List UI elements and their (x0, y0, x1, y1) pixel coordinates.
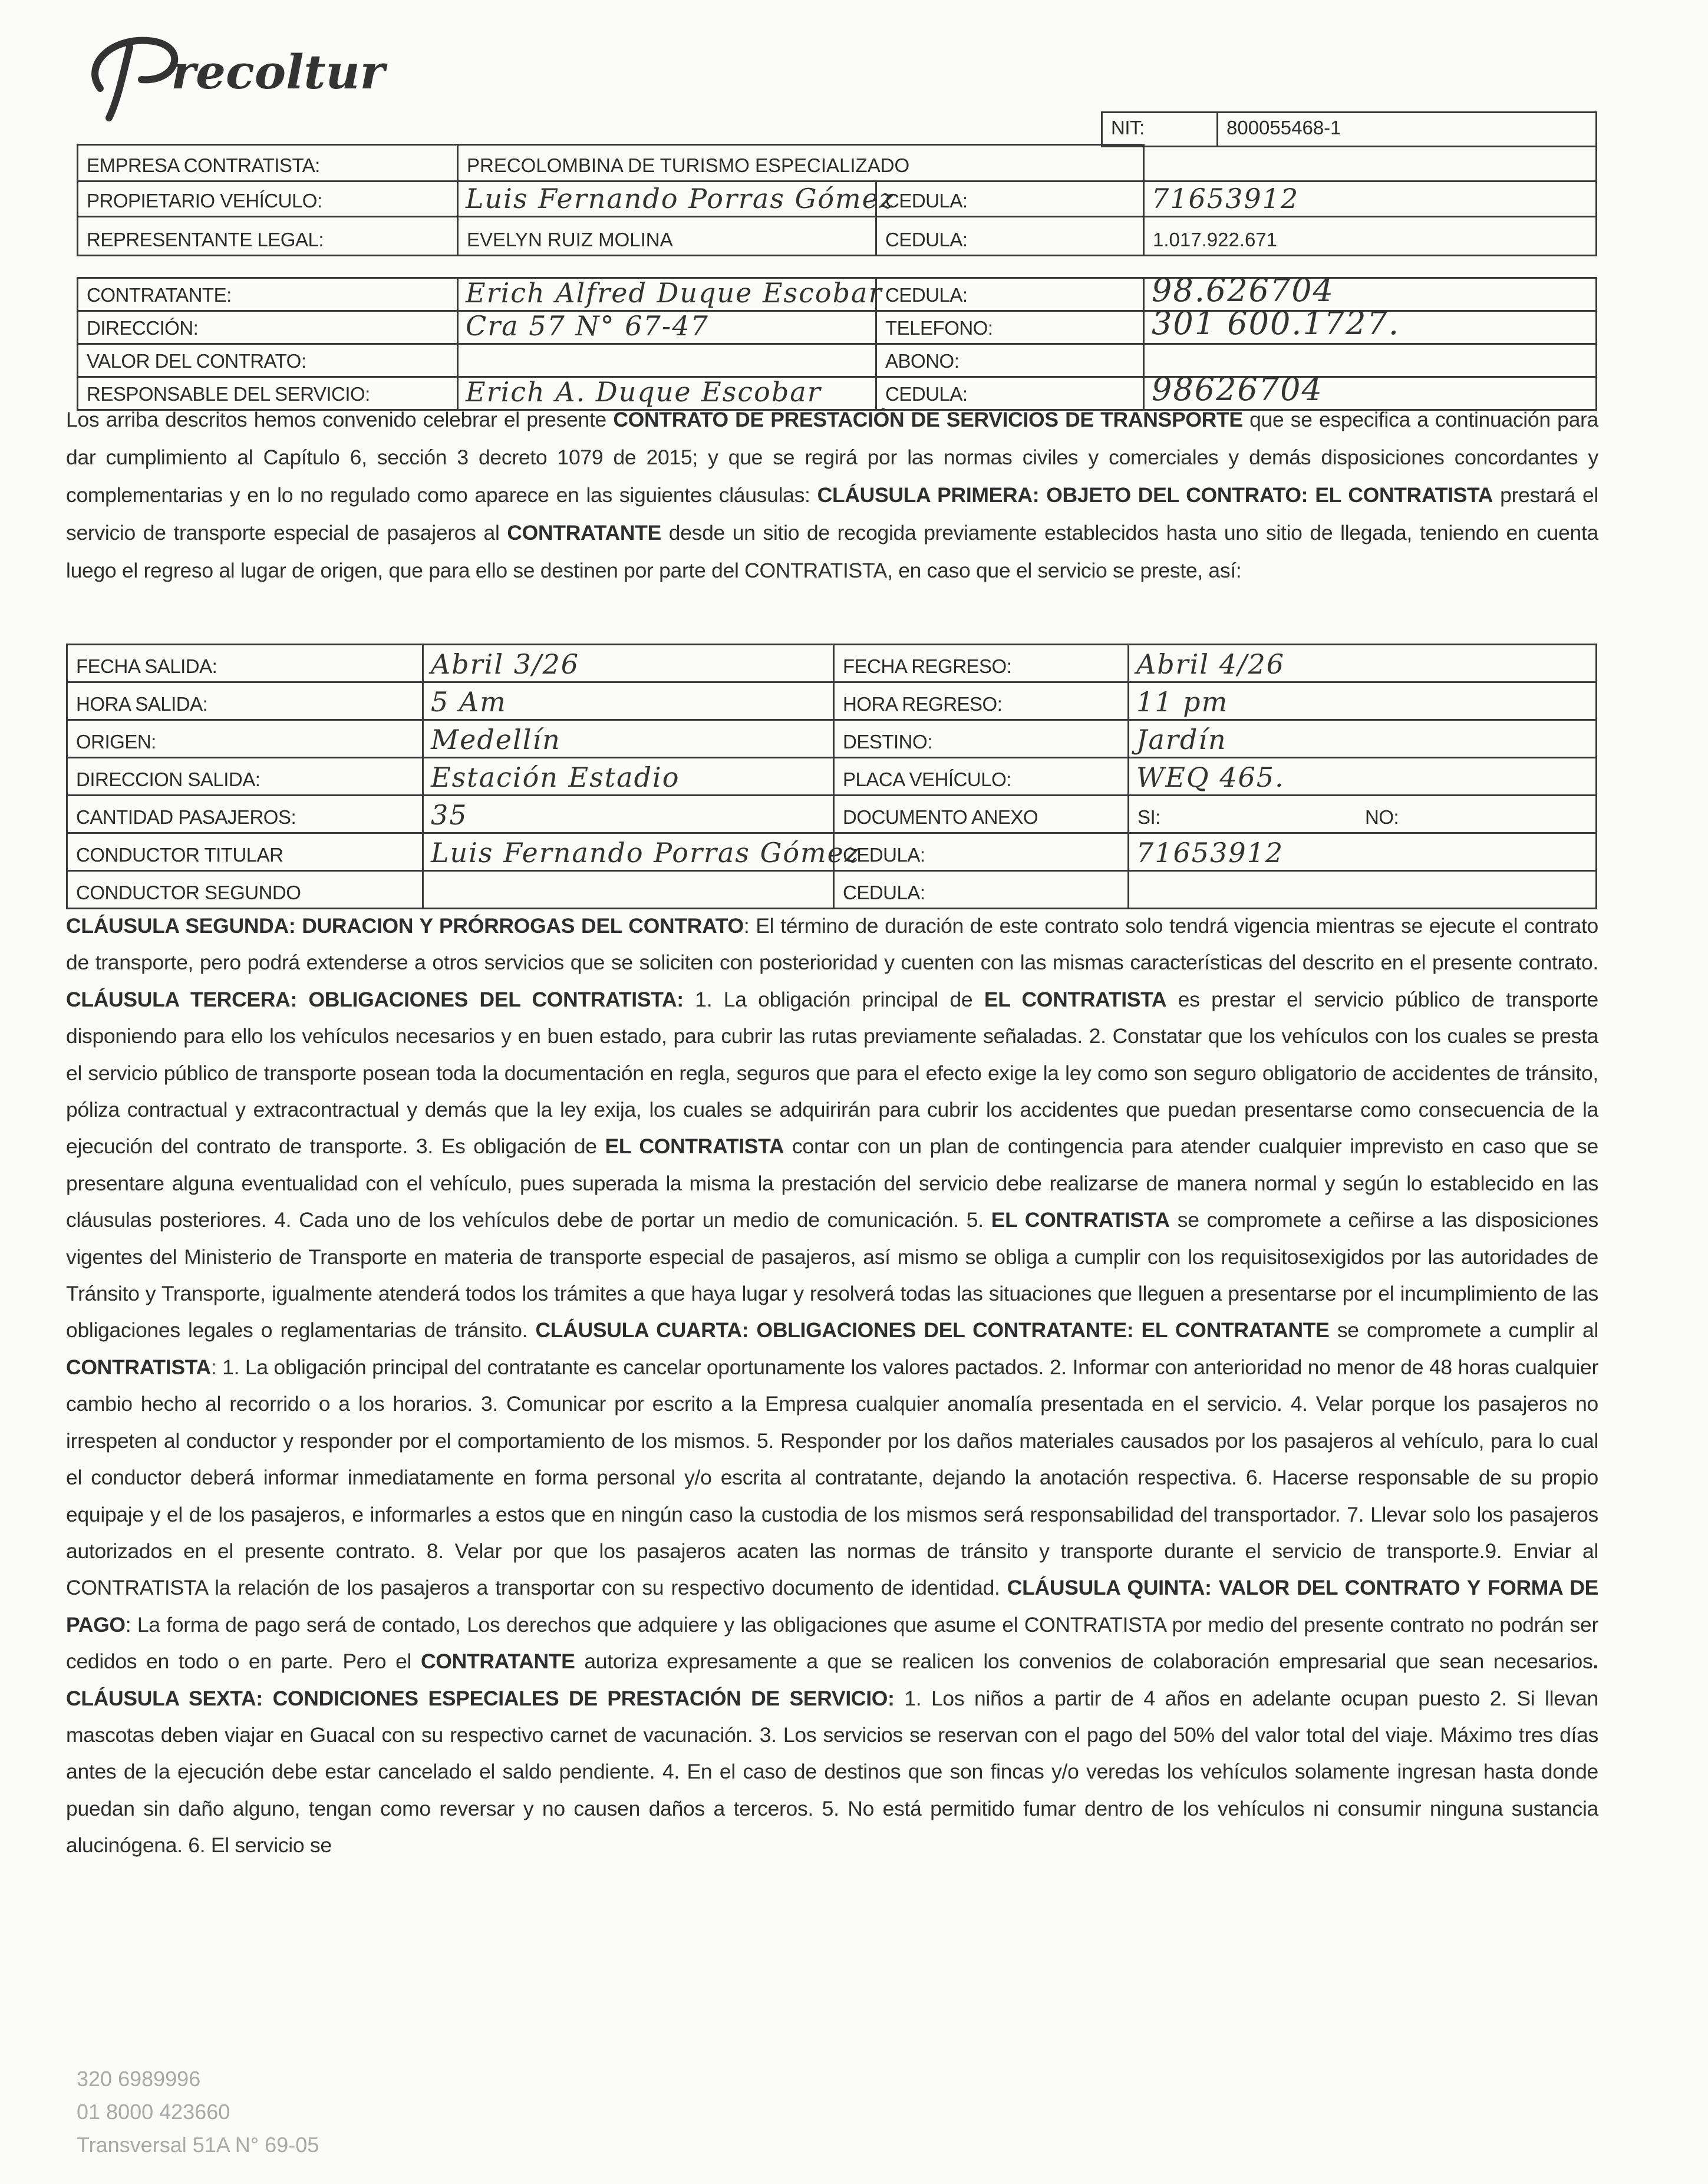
trip-table (66, 644, 1597, 909)
footer-toll-free: 01 8000 423660 (77, 2100, 230, 2124)
precoltur-logo-icon (77, 18, 407, 130)
client-label: DIRECCIÓN: (78, 311, 458, 344)
trip-value: Abril 3/26 (431, 648, 579, 680)
bold-text-segment: CLÁUSULA QUINTA: VALOR DEL CONTRATO Y FORMA DE PAGO (66, 1576, 1598, 1637)
text-segment: : La forma de pago será de contado, Los derechos que adquiere y las obligaciones que asume el CONTRATISTA por medio del presente contrato no podrán ser cedidos en todo o en parte. Pero el (66, 1612, 1598, 1674)
client-table (77, 272, 1597, 411)
trip-value2-cell (1129, 720, 1597, 758)
trip-label: CONDUCTOR SEGUNDO (67, 871, 423, 909)
trip-row (67, 833, 1597, 871)
nit-label: NIT: (1102, 113, 1218, 147)
text-segment: que se especifica a continuación para dar cumplimiento al Capítulo 6, sección 3 decreto 1079 de 2015; y que se regirá por las normas civiles y comerciales y demás disposiciones concordantes y complementarias y en lo no regulado como aparece en las siguientes cláusulas: (66, 408, 1598, 507)
trip-label: FECHA SALIDA: (67, 645, 423, 682)
bold-text-segment: CONTRATISTA (66, 1355, 211, 1379)
representante-value: EVELYN RUIZ MOLINA (458, 217, 876, 256)
trip-value-cell (423, 796, 834, 833)
cedula-label: CEDULA: (876, 217, 1144, 256)
trip-label2: CEDULA: (834, 833, 1129, 871)
trip-label2: DESTINO: (834, 720, 1129, 758)
bold-text-segment: CLÁUSULA SEGUNDA: DURACION Y PRÓRROGAS DEL CONTRATO (66, 914, 744, 938)
trip-row (67, 645, 1597, 682)
bold-text-segment: CLÁUSULA PRIMERA: OBJETO DEL CONTRATO: EL CONTRATISTA (817, 483, 1493, 507)
representante-label: REPRESENTANTE LEGAL: (78, 217, 458, 256)
propietario-value: Luis Fernando Porras Gómez (466, 183, 895, 215)
trip-value2-cell (1129, 645, 1597, 682)
trip-value-cell (423, 720, 834, 758)
client-id-label: CEDULA: (876, 278, 1144, 311)
client-label: CONTRATANTE: (78, 278, 458, 311)
trip-row (67, 682, 1597, 720)
trip-value: Medellín (431, 724, 561, 756)
trip-label2: DOCUMENTO ANEXO (834, 796, 1129, 833)
client-value: Erich A. Duque Escobar (466, 376, 822, 408)
client-value: Cra 57 N° 67-47 (466, 310, 709, 342)
trip-value2: WEQ 465. (1136, 761, 1285, 793)
propietario-cedula: 71653912 (1152, 183, 1300, 215)
client-id-label: TELEFONO: (876, 311, 1144, 344)
company-row (78, 145, 1597, 182)
footer-contact (77, 2063, 319, 2162)
client-value-cell (458, 344, 876, 377)
trip-value-cell (423, 645, 834, 682)
trip-label: CONDUCTOR TITULAR (67, 833, 423, 871)
client-id-cell (1144, 305, 1597, 344)
company-logo (77, 18, 407, 130)
intro-paragraph (66, 401, 1598, 589)
propietario-cell (458, 182, 895, 217)
text-segment: contar con un plan de contingencia para atender cualquier imprevisto en caso que se presentare alguna eventualidad con el vehículo, pues superada la misma la prestación del servicio debe realizarse de manera normal y según lo establecido en las cláusulas posteriores. 4. Cada uno de los vehículos debe de portar un medio de comunicación. 5. (66, 1134, 1598, 1232)
trip-value-cell (423, 758, 834, 796)
bold-text-segment: CLÁUSULA TERCERA: OBLIGACIONES DEL CONTRATISTA: (66, 987, 684, 1011)
trip-row (67, 758, 1597, 796)
trip-row (67, 720, 1597, 758)
anexo-si: SI: (1137, 806, 1160, 828)
client-id-value: 301 600.1727. (1152, 305, 1400, 342)
trip-value2: 11 pm (1136, 686, 1229, 718)
trip-label2: PLACA VEHÍCULO: (834, 758, 1129, 796)
client-value: Erich Alfred Duque Escobar (466, 277, 883, 309)
trip-row (67, 796, 1597, 833)
text-segment: : El término de duración de este contrato solo tendrá vigencia mientras se ejecute el contrato de transporte, pero podrá extenderse a otros servicios que se soliciten con posterioridad y cuenten con las mismas características del descrito en el presente contrato. (66, 914, 1598, 975)
client-id-label: ABONO: (876, 344, 1144, 377)
client-row (78, 344, 1597, 377)
cedula-cell (1144, 182, 1597, 217)
trip-label2: HORA REGRESO: (834, 682, 1129, 720)
anexo-no: NO: (1365, 806, 1399, 828)
trip-label: HORA SALIDA: (67, 682, 423, 720)
text-segment: 1. Los niños a partir de 4 años en adelante ocupan puesto 2. Si llevan mascotas deben viajar en Guacal con su respectivo carnet de vacunación. 3. Los servicios se reservan con el pago del 50% del valor total del viaje. Máximo tres días antes de la ejecución debe estar cancelado el saldo pendiente. 4. En el caso de destinos que son fincas y/o veredas los vehículos solamente ingresan hasta donde puedan sin daño alguno, tengan como reversar y no causen daños a terceros. 5. No está permitido fumar dentro de los vehículos ni consumir ninguna sustancia alucinógena. 6. El servicio se (66, 1686, 1599, 1858)
trip-label: DIRECCION SALIDA: (67, 758, 423, 796)
trip-value: Estación Estadio (431, 761, 680, 793)
text-segment: autoriza expresamente a que se realicen los convenios de colaboración empresarial que sean necesarios (575, 1649, 1593, 1674)
empty-cell (1144, 145, 1597, 182)
client-id-value: 98626704 (1152, 371, 1323, 408)
bold-text-segment: . CLÁUSULA SEXTA: CONDICIONES ESPECIALES DE PRESTACIÓN DE SERVICIO: (66, 1649, 1599, 1710)
trip-value2-cell (1129, 833, 1597, 871)
text-segment: : 1. La obligación principal del contratante es cancelar oportunamente los valores pactados. 2. Informar con anterioridad no menor de 48 horas cualquier cambio hecho al recorrido o a los horarios. 3. Comunicar por escrito a la Empresa cualquier anomalía presentada en el servicio. 4. Velar porque los pasajeros no irrespeten al conductor y responder por el comportamiento de los mismos. 5. Responder por los daños materiales causados por los pasajeros al vehículo, para lo cual el conductor deberá informar inmediatamente en forma personal y/o escrita al contratante, dejando la anotación respectiva. 6. Hacerse responsable de su propio equipaje y el de los pasajeros, e informarles a estos que en ningún caso la custodia de los mismos será responsabilidad del transportador. 7. Llevar solo los pasajeros autorizados en el presente contrato. 8. Velar por que los pasajeros acaten las normas de tránsito y transporte durante el servicio de transporte.9. Enviar al CONTRATISTA la relación de los pasajeros a transportar con su respectivo documento de identidad. (66, 1355, 1598, 1600)
trip-value2: 71653912 (1136, 837, 1284, 869)
trip-value: Luis Fernando Porras Gómez (431, 837, 860, 869)
bold-text-segment: CLÁUSULA CUARTA: OBLIGACIONES DEL CONTRATANTE: EL CONTRATANTE (535, 1318, 1330, 1342)
trip-value2: Abril 4/26 (1136, 648, 1285, 680)
bold-text-segment: CONTRATO DE PRESTACIÓN DE SERVICIOS DE TRANSPORTE (613, 408, 1243, 431)
text-segment: se compromete a ceñirse a las disposiciones vigentes del Ministerio de Transporte en materia de transporte especial de pasajeros, así mismo se obliga a cumplir con los requisitosexigidos por las autoridades de Tránsito y Transporte, igualmente atenderá todos los trámites a que haya lugar y resolverá todas las situaciones que lleguen a presentarse por el incumplimiento de las obligaciones legales o reglamentarias de tránsito. (66, 1208, 1598, 1342)
documento-anexo-cell (1129, 796, 1597, 833)
cedula-label: CEDULA: (876, 182, 1144, 217)
nit-box (1101, 111, 1597, 147)
trip-value2: Jardín (1136, 724, 1227, 756)
bold-text-segment: CONTRATANTE (420, 1649, 575, 1674)
bold-text-segment: EL CONTRATISTA (991, 1208, 1170, 1232)
text-segment: 1. La obligación principal de (683, 987, 984, 1011)
trip-value-cell (423, 871, 834, 909)
bold-text-segment: CONTRATANTE (507, 521, 661, 545)
trip-label: CANTIDAD PASAJEROS: (67, 796, 423, 833)
client-id-value: 98.626704 (1152, 272, 1335, 309)
bold-text-segment: EL CONTRATISTA (605, 1134, 784, 1159)
representante-cedula: 1.017.922.671 (1144, 217, 1597, 256)
trip-row (67, 871, 1597, 909)
empresa-value: PRECOLOMBINA DE TURISMO ESPECIALIZADO (458, 145, 1144, 182)
footer-phone: 320 6989996 (77, 2067, 201, 2091)
client-value-cell (458, 277, 883, 311)
trip-value-cell (423, 682, 834, 720)
text-segment: desde un sitio de recogida previamente establecidos hasta uno sitio de llegada, teniendo en cuenta luego el regreso al lugar de origen, que para ello se destinen por parte del CONTRATISTA, en caso que el servicio se preste, así: (66, 521, 1598, 582)
trip-value2-cell (1129, 682, 1597, 720)
trip-label: ORIGEN: (67, 720, 423, 758)
svg-text:recoltur: recoltur (171, 44, 385, 100)
trip-value: 5 Am (431, 686, 507, 718)
trip-label2: CEDULA: (834, 871, 1129, 909)
client-label: RESPONSABLE DEL SERVICIO: (78, 377, 458, 410)
company-table (77, 144, 1597, 256)
bold-text-segment: EL CONTRATISTA (984, 987, 1167, 1011)
trip-label2: FECHA REGRESO: (834, 645, 1129, 682)
client-label: VALOR DEL CONTRATO: (78, 344, 458, 377)
text-segment: Los arriba descritos hemos convenido celebrar el presente (66, 408, 614, 431)
owner-row (78, 182, 1597, 217)
trip-value-cell (423, 833, 860, 871)
footer-address: Transversal 51A N° 69-05 (77, 2133, 319, 2157)
client-value-cell (458, 311, 876, 344)
empresa-label: EMPRESA CONTRATISTA: (78, 145, 458, 182)
nit-value: 800055468-1 (1218, 113, 1597, 147)
text-segment: es prestar el servicio público de transporte disponiendo para ello los vehículos necesarios y en buen estado, para cubrir las rutas previamente señaladas. 2. Constatar que los vehículos con los cuales se presta el servicio público de transporte posean toda la documentación en regla, seguros que para el efecto exige la ley como son seguro obligatorio de accidentes de tránsito, póliza contractual y extracontractual y demás que la ley exija, los cuales se adquirirán para cubrir los accidentes que puedan presentarse como consecuencia de la ejecución del contrato de transporte. 3. Es obligación de (66, 987, 1598, 1159)
clauses-paragraph (66, 908, 1598, 1864)
client-row (78, 311, 1597, 344)
trip-value2-cell (1129, 871, 1597, 909)
propietario-label: PROPIETARIO VEHÍCULO: (78, 182, 458, 217)
legal-rep-row (78, 217, 1597, 256)
client-id-label: CEDULA: (876, 377, 1144, 410)
trip-value2-cell (1129, 758, 1597, 796)
text-segment: se compromete a cumplir al (1329, 1318, 1598, 1342)
text-segment: prestará el servicio de transporte especial de pasajeros al (66, 483, 1598, 545)
trip-value: 35 (431, 799, 468, 831)
